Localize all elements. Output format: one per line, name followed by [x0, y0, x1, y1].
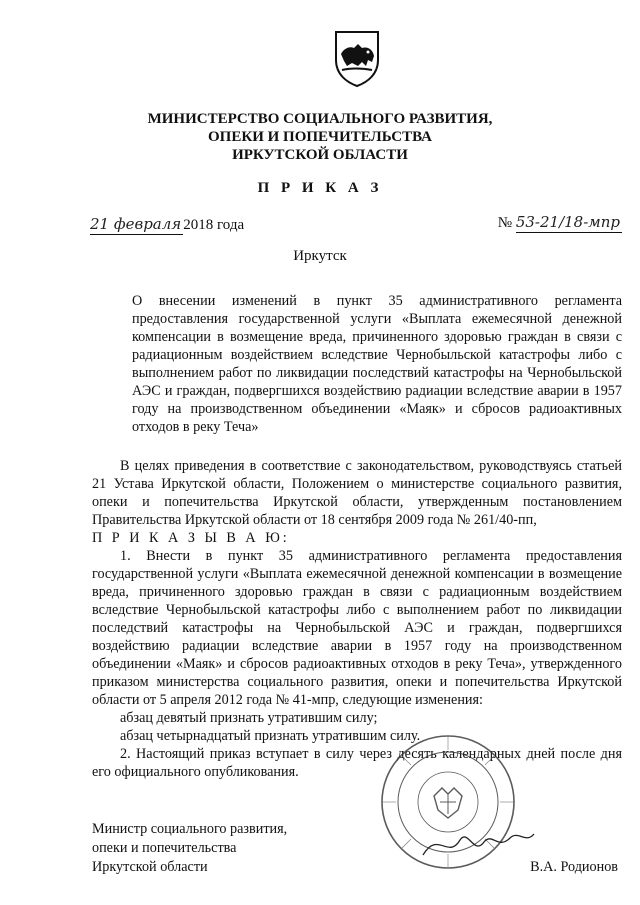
ministry-name	[120, 110, 520, 164]
ministry-line-3: ИРКУТСКОЙ ОБЛАСТИ	[232, 147, 408, 163]
position-line-1: Министр социального развития,	[92, 821, 288, 837]
order-body	[92, 457, 622, 781]
ministry-line-1: МИНИСТЕРСТВО СОЦИАЛЬНОГО РАЗВИТИЯ,	[147, 111, 493, 127]
signatory-position	[92, 820, 287, 877]
date-year: 2018 года	[183, 217, 245, 233]
preamble: В целях приведения в соответствие с законодательством, руководствуясь статьей 21 Устава Иркутской области, Положением о министерстве социального развития, опеки и попечительства Иркутской области, утвержденным постановлением Правительства Иркутской области от 18 сентября 2009 года № 261/40-пп,	[92, 458, 622, 528]
ministry-line-2: ОПЕКИ И ПОПЕЧИТЕЛЬСТВА	[208, 129, 432, 145]
handwritten-date: 21 февраля	[90, 215, 182, 233]
document-type: П Р И К А З	[257, 180, 383, 196]
position-line-2: опеки и попечительства	[92, 840, 237, 856]
city: Иркутск	[293, 248, 347, 264]
handwritten-number: 53-21/18-мпр	[515, 213, 620, 231]
number-prefix: №	[497, 215, 513, 231]
item-1: 1. Внести в пункт 35 административного регламента предоставления государственной услуги «Выплата ежемесячной денежной компенсации в возмещение вреда, причиненного здоровью граждан в связи с радиационным воздействием вследствие Чернобыльской катастрофы либо с выполнением работ по ликвидации последствий катастрофы на Чернобыльской АЭС и граждан, подвергшихся воздействию радиации вследствие аварии в 1957 году на производственном объединении «Маяк» и сбросов радиоактивных отходов в реку Теча», утвержденного приказом министерства социального развития, опеки и попечительства Иркутской области от 5 апреля 2012 года № 41-мпр, следующие изменения:	[92, 548, 622, 708]
subject-text: О внесении изменений в пункт 35 административного регламента предоставления государственной услуги «Выплата ежемесячной денежной компенсации в возмещение вреда, причиненного здоровью граждан в связи с радиационным воздействием вследствие Чернобыльской катастрофы либо с выполнением работ по ликвидации последствий катастрофы на Чернобыльской АЭС и граждан, подвергшихся воздействию радиации вследствие аварии в 1957 году на производственном объединении «Маяк» и сбросов радиоактивных отходов в реку Теча»	[132, 293, 622, 435]
order-date	[90, 215, 244, 235]
handwritten-signature-icon	[418, 820, 538, 870]
coat-of-arms-icon	[332, 30, 382, 88]
position-line-3: Иркутской области	[92, 859, 208, 875]
signatory-name: В.А. Родионов	[530, 859, 618, 875]
item-2: 2. Настоящий приказ вступает в силу через десять календарных дней после дня его официального опубликования.	[92, 746, 622, 780]
order-subject	[132, 292, 622, 436]
sub-item-1: абзац девятый признать утратившим силу;	[120, 710, 378, 726]
order-number	[498, 213, 622, 233]
sub-item-2: абзац четырнадцатый признать утратившим силу.	[120, 728, 421, 744]
decree-word: П Р И К А З Ы В А Ю:	[92, 530, 290, 546]
